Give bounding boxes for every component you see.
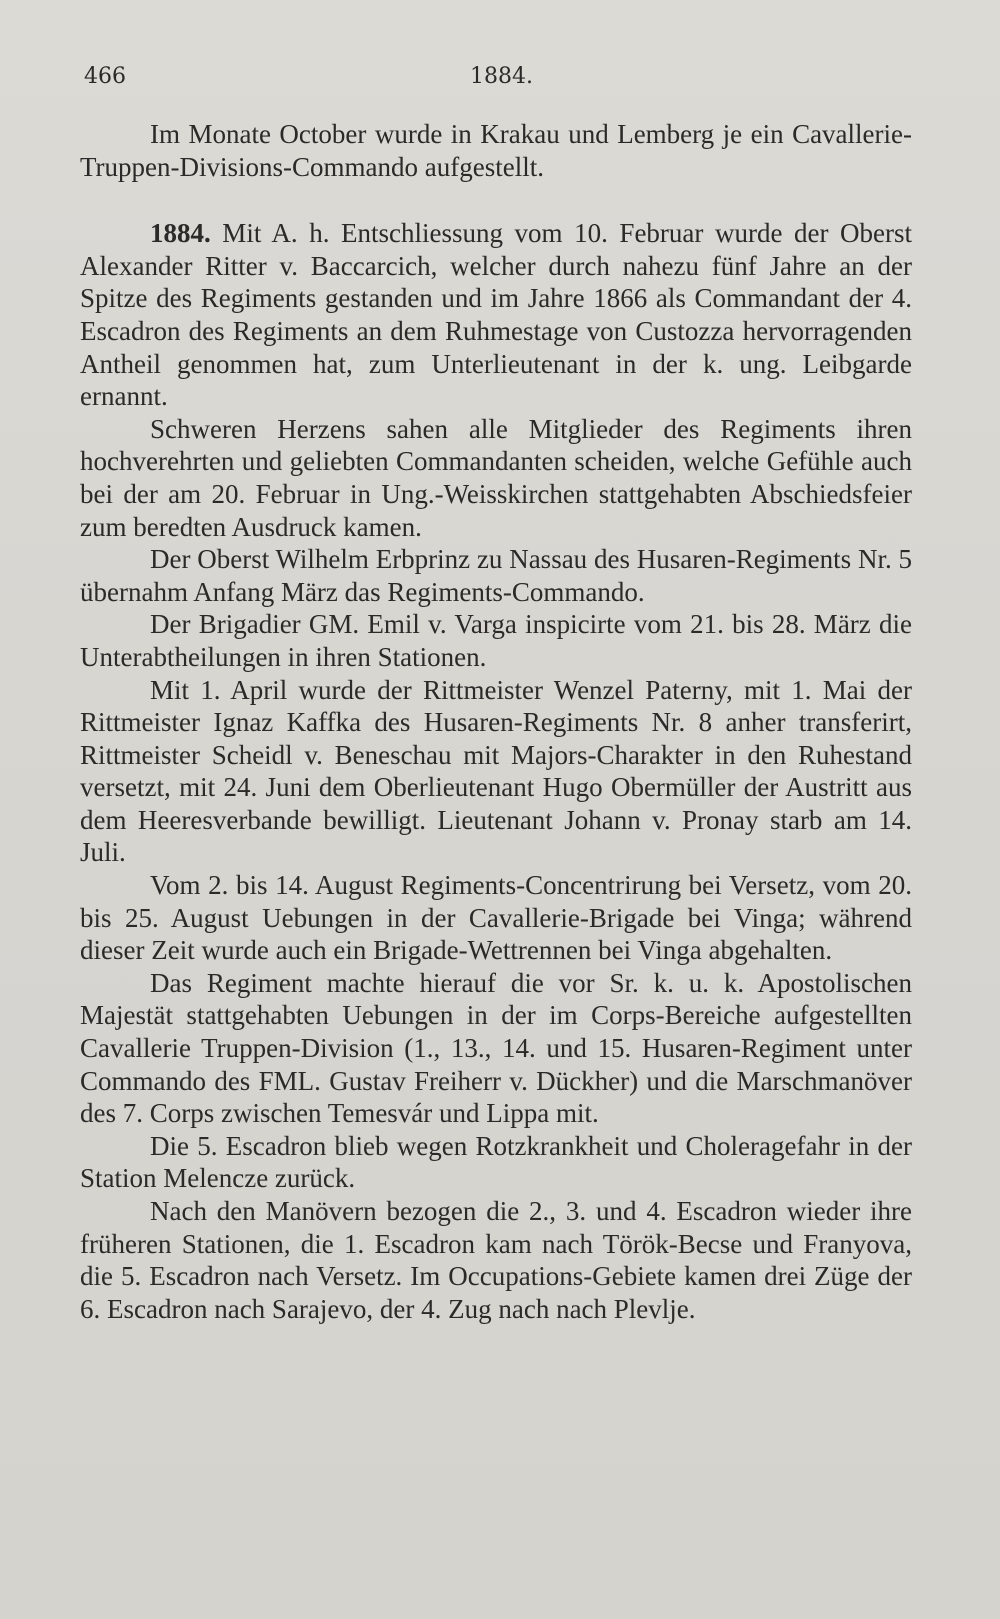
paragraph-1 [80,217,912,413]
paragraph-5: Mit 1. April wurde der Rittmeister Wenzel Paterny, mit 1. Mai der Rittmeister Ignaz Kaffka des Husaren-Regiments Nr. 8 anher transferirt, Rittmeister Scheidl v. Beneschau mit Majors-Charakter in den Ruhestand versetzt, mit 24. Juni dem Oberlieutenant Hugo Obermüller der Austritt aus dem Heeresverbande bewilligt. Lieutenant Johann v. Pronay starb am 14. Juli. [80,674,912,868]
paragraph-4: Der Brigadier GM. Emil v. Varga inspicirte vom 21. bis 28. März die Unterabtheilungen in ihren Stationen. [80,609,912,672]
paragraph-9: Nach den Manövern bezogen die 2., 3. und 4. Escadron wieder ihre früheren Stationen, die 1. Escadron kam nach Török-Becse und Franyova, die 5. Escadron nach Versetz. Im Occupations-Gebiete kamen drei Züge der 6. Escadron nach Sarajevo, der 4. Zug nach nach Plevlje. [80,1196,912,1324]
paragraph-7: Das Regiment machte hierauf die vor Sr. k. u. k. Apostolischen Majestät stattgehabten Uebungen in der im Corps-Bereiche aufgestellten Cavallerie Truppen-Division (1., 13., 14. und 15. Husaren-Regiment unter Commando des FML. Gustav Freiherr v. Dückher) und die Marschmanöver des 7. Corps zwischen Temesvár und Lippa mit. [80,967,912,1129]
section-gap [80,183,912,217]
paragraph-2: Schweren Herzens sahen alle Mitglieder des Regiments ihren hochverehrten und geliebten Commandanten scheiden, welche Gefühle auch bei der am 20. Februar in Ung.-Weisskirchen stattgehabten Abschiedsfeier zum beredten Ausdruck kamen. [80,413,912,542]
paragraph-8: Die 5. Escadron blieb wegen Rotzkrankheit und Choleragefahr in der Station Melencze zurück. [80,1130,912,1194]
paragraph-3: Der Oberst Wilhelm Erbprinz zu Nassau des Husaren-Regiments Nr. 5 übernahm Anfang März das Regiments-Commando. [80,544,912,607]
page-number: 466 [84,64,126,89]
year-heading: 1884. [150,218,211,249]
running-head-year: 1884. [470,64,533,89]
paragraph-6: Vom 2. bis 14. August Regiments-Concentrirung bei Versetz, vom 20. bis 25. August Uebungen in der Cavallerie-Brigade bei Vinga; während dieser Zeit wurde auch ein Brigade-Wettrennen bei Vinga abgehalten. [80,870,912,966]
paragraph-1-text: Mit A. h. Entschliessung vom 10. Februar wurde der Oberst Alexander Ritter v. Baccarcich, welcher durch nahezu fünf Jahre an der Spitze des Regiments gestanden und im Jahre 1866 als Commandant der 4. Escadron des Regiments an dem Ruhmestage von Custozza hervorragenden Antheil genommen hat, zum Unterlieutenant in der k. ung. Leibgarde ernannt. [80,218,912,412]
intro-paragraph: Im Monate October wurde in Krakau und Lemberg je ein Cavallerie-Truppen-Divisions-Commando aufgestellt. [80,119,912,182]
page-text [80,118,912,1325]
page-header [84,64,533,94]
